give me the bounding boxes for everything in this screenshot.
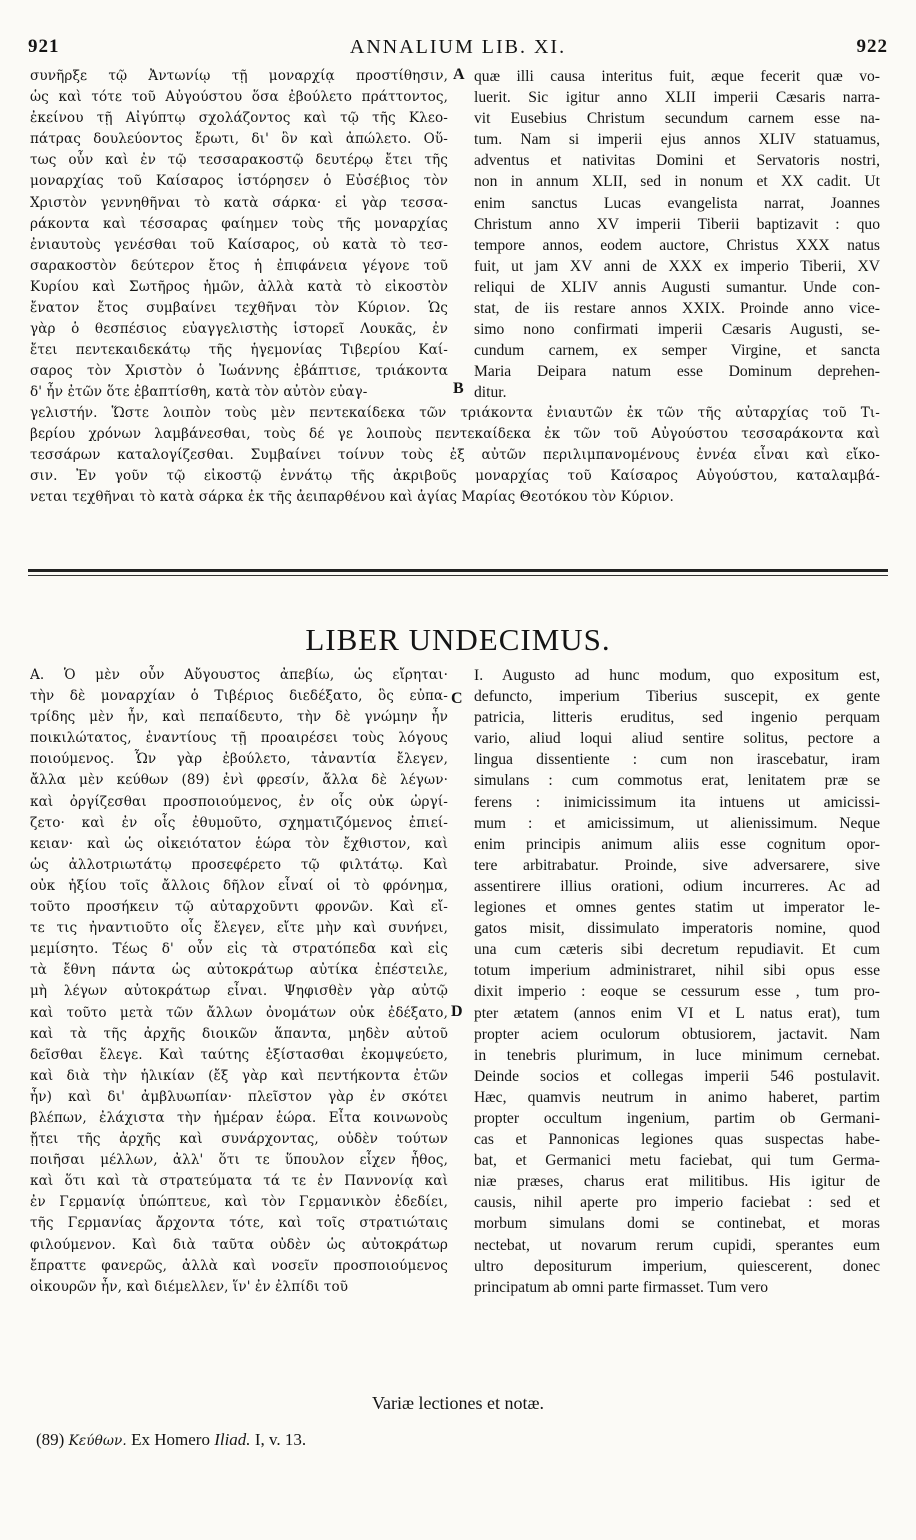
text-line: una cum cæteris sibi decretum repudiavit. Et cum — [474, 941, 880, 959]
text-line: bat, et Germanici metu faciebat, qui tum Germa- — [474, 1152, 880, 1170]
text-line: tere arbitrabatur. Proinde, sive adversarere, sive — [474, 856, 880, 874]
text-line: ἐκείνου τῇ Αἰγύπτῳ σχολάζοντος καὶ τῷ τῆς Κλεο- — [30, 110, 448, 127]
text-line: καὶ ὅτι καὶ τὰ στρατεύματα τά τε ἐν Παννονίᾳ καὶ — [30, 1173, 448, 1190]
text-line: mum : et amicissimum, ut alienissimum. Neque — [474, 814, 880, 832]
text-line: assentirere illius orationi, odium incurreres. Ac ad — [474, 877, 880, 895]
right-page-number: 922 — [856, 36, 888, 57]
text-line: luerit. Sic igitur anno XLII imperii Cæsaris narra- — [474, 89, 880, 107]
text-line: gatos misit, dissimulato imperatoris nomine, quod — [474, 920, 880, 938]
text-line: legiones et omnes gentes statim ut imperator le- — [474, 899, 880, 917]
text-line: ποικιλώτατος, ἐναντίους τῇ προαιρέσει τοὺς λόγους — [30, 730, 448, 747]
text-line: enim sanctus Lucas evangelista narrat, Joannes — [474, 194, 880, 212]
text-line: μὴ λέγων αὐτοκράτωρ εἶναι. Ψηφισθὲν γὰρ αὐτῷ — [30, 983, 448, 1000]
text-line: ζετο· καὶ ἐν οἷς ἐθυμοῦτο, σχηματιζόμενος ἐπιεί- — [30, 814, 448, 831]
running-title: ANNALIUM LIB. XI. — [349, 36, 567, 58]
text-line: defuncto, imperium Tiberius suscepit, ex gente — [474, 688, 880, 706]
running-header — [28, 36, 888, 62]
text-line: I. Augusto ad hunc modum, quo expositum est, — [474, 667, 880, 684]
text-line: μεμίσητο. Τέως δ' οὖν εἰς τὰ στρατόπεδα καὶ εἰς — [30, 941, 448, 958]
text-line: δ' ἦν ἐτῶν ὅτε ἐβαπτίσθη, κατὰ τὸν αὐτὸν εὐαγ- — [30, 384, 368, 401]
text-line: νεται τεχθῆναι τὸ κατὰ σάρκα ἐκ τῆς ἀειπαρθένου καὶ ἁγίας Μαρίας Θεοτόκου τὸν Κύριον. — [30, 489, 674, 506]
text-line: ferens : inimicissimum ita intuens ut amicissi- — [474, 793, 880, 811]
text-line: enim principis animum aliis esse cognitum opor- — [474, 835, 880, 853]
text-line: σιν. Ἐν γοῦν τῷ εἰκοστῷ ἐννάτῳ τῆς ἀκριβοῦς μοναρχίας τοῦ Καίσαρος Αὐγούστου, καταλαμβά- — [30, 468, 880, 485]
text-line: καὶ διὰ τὴν ἡλικίαν (ἔξ γὰρ καὶ πεντήκοντα ἐτῶν — [30, 1067, 448, 1084]
text-line: propter aciem oculorum obtusiorem, jactavit. Nam — [474, 1025, 880, 1043]
text-line: πάτρας δουλεύοντος ἔρωτι, δι' ὃν καὶ ἀπώλετο. Οὕ- — [30, 131, 448, 148]
text-line: non in annum XLII, sed in nonum et XX cadit. Ut — [474, 173, 880, 191]
book-title: LIBER UNDECIMUS. — [305, 622, 611, 657]
text-line: ὡς ἀλλοτριωτάτῳ προσεφέρετο τῷ φιλτάτῳ. Καὶ — [30, 856, 448, 873]
footnote-work: Iliad. — [214, 1430, 251, 1449]
text-line: Maria Deipara natum esse Dominum deprehen- — [474, 363, 880, 381]
text-line: ἄλλα μὲν κεύθων (89) ἐνὶ φρεσίν, ἄλλα δὲ λέγων· — [30, 772, 448, 789]
text-line: morbum simulans domi se continebat, et moras — [474, 1215, 880, 1233]
text-line: ἔπραττε φανερῶς, ἀλλὰ καὶ νοσεῖν προσποιούμενος — [30, 1257, 448, 1274]
latin-column-main — [474, 665, 880, 1298]
text-line: ἐν Γερμανίᾳ ὑπώπτευε, καὶ τὸν Γερμανικὸν ἐδεδίει, — [30, 1194, 448, 1211]
text-line: οὐκ ἠξίου τοῖς ἄλλοις δῆλον εἶναί οἱ τὸ φρόνημα, — [30, 877, 448, 894]
text-line: οἰκουρῶν ἦν, καὶ διέμελλεν, ἵν' ἐν ἐλπίδι τοῦ — [30, 1278, 349, 1295]
text-line: stat, de iis restare annos XXIX. Proinde anno vice- — [474, 300, 880, 318]
text-line: βερίου χρόνων λαμβάνεσθαι, τοὺς δέ γε λοιποὺς πεντεκαίδεκα ἐκ τῶν τοῦ Αὐγούστου τεσσαράκοντα καὶ — [30, 426, 880, 443]
text-line: ἔνατον ἔτος συμβαίνει τεχθῆναι τὸν Κύριον. Ὡς — [30, 300, 448, 317]
text-line: ditur. — [474, 384, 507, 402]
text-line: totum imperium administraret, nihil sibi opus esse — [474, 962, 880, 980]
greek-column-top — [30, 66, 448, 404]
text-line: ultro depositurum imperium, quiescerent, donec — [474, 1257, 880, 1275]
text-line: cas et Pannonicas legiones quas suspectas habe- — [474, 1131, 880, 1149]
text-line: τεσσάρων καταλογίζεσθαι. Συμβαίνει τοίνυν τοὺς ἐξ αὐτῶν περιλιμπανομένους ἐννέα εἶναι καὶ εἴκο- — [30, 447, 880, 464]
text-line: τρίδης μὲν ἦν, καὶ πεπαίδευτο, τὴν δὲ γνώμην ἦν — [30, 709, 448, 726]
text-line: ράκοντα καὶ τέσσαρας φαίημεν τοὺς τῆς μοναρχίας — [30, 215, 448, 232]
text-line: simo nono confirmati imperii Cæsaris Augusti, se- — [474, 321, 880, 339]
text-line: A. Ὁ μὲν οὖν Αὔγουστος ἀπεβίω, ὡς εἴρηται· — [30, 667, 448, 683]
text-line: ποιῆσαι μέλλων, ἀλλ' ὅτι τε ὕπουλον εἶχεν ἦθος, — [30, 1152, 448, 1169]
text-line: vit Eusebius Christum secundum carnem esse na- — [474, 110, 880, 128]
footnote-89 — [36, 1430, 306, 1450]
footnote-text: Ex Homero — [126, 1430, 215, 1449]
text-line: principatum ab omni parte firmasset. Tum vero — [474, 1278, 769, 1296]
text-line: lingua dissentiente : cum non irascebatur, iram — [474, 751, 880, 769]
text-line: dixit imperio : eoque se cessurum esse , tum pro- — [474, 983, 880, 1001]
section-divider-thin — [28, 575, 888, 576]
text-line: ᾔτει τῆς ἀρχῆς καὶ συνάρχοντας, οὐδὲν τούτων — [30, 1131, 448, 1148]
text-line: propter occultum ingenium, partim ob Germani- — [474, 1109, 880, 1127]
text-line: nectebat, ut novarum rerum cupidi, sperantes eum — [474, 1236, 880, 1254]
text-line: in tenebris plurimum, in luce minimum cernebat. — [474, 1046, 880, 1064]
text-line: simulans : cum commotus erat, lenitatem præ se — [474, 772, 880, 790]
footnote-ref: I, v. 13. — [250, 1430, 307, 1449]
text-line: Χριστὸν γεννηθῆναι τὸ κατὰ σάρκα· εἰ γὰρ τεσσα- — [30, 194, 448, 211]
text-line: ἦν) καὶ δι' ἀμβλυωπίαν· πλεῖστον γὰρ ἐν σκότει — [30, 1088, 448, 1105]
text-line: niæ præses, charus erat militibus. His igitur de — [474, 1173, 880, 1191]
text-line: μοναρχίας τοῦ Καίσαρος ἱστόρησεν ὁ Εὐσέβιος τὸν — [30, 173, 448, 190]
text-line: pter ætatem (annos enim VI et L natus erat), tum — [474, 1004, 880, 1022]
text-line: κειαν· καὶ ὡς οἰκειότατον ἑώρα τὸν ἔχθιστον, καὶ — [30, 835, 448, 852]
text-line: φιλούμενον. Καὶ διὰ ταῦτα οὐδὲν ὡς αὐτοκράτωρ — [30, 1236, 448, 1253]
greek-column-main — [30, 665, 448, 1298]
text-line: Christum anno XV imperii Tiberii baptizavit : quo — [474, 215, 880, 233]
text-line: ὡς καὶ τότε τοῦ Αὐγούστου ὅσα ἐβούλετο πράττοντος, — [30, 89, 448, 106]
text-line: δεῖσθαι ἔλεγε. Καὶ ταύτης ἐξίστασθαι ἐκομψεύετο, — [30, 1046, 448, 1063]
footnote-number: (89) — [36, 1430, 65, 1449]
text-line: καὶ ὀργίζεσθαι προσποιούμενος, ἐν οἷς οὐκ ὠργί- — [30, 793, 448, 810]
text-line: cundum carnem, ex semper Virgine, et sancta — [474, 342, 880, 360]
text-line: ἐνιαυτοὺς γενέσθαι τοῦ Καίσαρος, οὐ κατὰ τὸ τεσ- — [30, 236, 448, 253]
notes-heading: Variæ lectiones et notæ. — [372, 1393, 544, 1413]
text-line: patricia, litteris eruditus, sed ingenio perquam — [474, 709, 880, 727]
text-line: τὰ ἔθνη πάντα ὡς αὐτοκράτωρ αὐτίκα ἐπέστειλε, — [30, 962, 448, 979]
text-line: reliqui de XLIV annis Augusti sumantur. Unde con- — [474, 278, 880, 296]
text-line: τε τις ἠναντιοῦτο οἷς ἔλεγεν, εἴτε μὴν καὶ συνήνει, — [30, 920, 448, 937]
margin-marker-c: C — [451, 690, 463, 707]
margin-marker-a: A — [453, 66, 465, 83]
text-line: Hæc, quamvis neutrum in animo haberet, partim — [474, 1088, 880, 1106]
latin-column-top — [474, 66, 880, 404]
text-line: ἔτει πεντεκαιδεκάτῳ τῆς ἡγεμονίας Τιβερίου Καί- — [30, 342, 448, 359]
text-line: ποιούμενος. Ὧν γὰρ ἐβούλετο, τἀναντία ἔλεγεν, — [30, 751, 448, 768]
section-divider — [28, 569, 888, 572]
text-line: fuit, ut jam XV anni de XXX ex imperio Tiberii, XV — [474, 257, 880, 275]
text-line: γελιστήν. Ὥστε λοιπὸν τοὺς μὲν πεντεκαίδεκα τῶν τριάκοντα ἐνιαυτῶν ἐκ τῶν τῆς αὐταρχίας τοῦ Τι- — [30, 405, 880, 421]
text-line: τὴν δὲ μοναρχίαν ὁ Τιβέριος διεδέξατο, ὃς εὐπα- — [30, 688, 448, 705]
text-line: causis, nihil aperte pro imperio faciebat : sed et — [474, 1194, 880, 1212]
margin-marker-d: D — [451, 1003, 463, 1020]
text-line: vario, aliud loqui aliud sentire solitus, pectore a — [474, 730, 880, 748]
greek-wide-block — [30, 403, 880, 508]
text-line: σαρακοστὸν δεύτερον ἔτος ἡ ἐπιφάνεια γέγονε τοῦ — [30, 257, 448, 274]
text-line: quæ illi causa interitus fuit, æque fecerit quæ vo- — [474, 68, 880, 85]
text-line: σαρος τὸν Χριστὸν ὁ Ἰωάννης ἐβάπτισε, τριάκοντα — [30, 363, 448, 380]
text-line: adventus et nativitas Domini et Servatoris nostri, — [474, 152, 880, 170]
text-line: τοῦτο προσήκειν τῷ αὐταρχοῦντι φρονῶν. Καὶ εἴ- — [30, 899, 448, 916]
text-line: tum. Nam si imperii ejus annos XLIV statuamus, — [474, 131, 880, 149]
text-line: Κυρίου καὶ Σωτῆρος ἡμῶν, ἀλλὰ κατὰ τὸ εἰκοστὸν — [30, 278, 448, 295]
text-line: καὶ τὰ τῆς ἀρχῆς διοικῶν ἅπαντα, μηδὲν αὐτοῦ — [30, 1025, 448, 1042]
text-line: Deinde socios et collegas imperii 546 postulavit. — [474, 1067, 880, 1085]
margin-marker-b: B — [453, 380, 464, 397]
text-line: συνῆρξε τῷ Ἀντωνίῳ τῇ μοναρχίᾳ προστίθησιν, — [30, 68, 448, 84]
text-line: τῆς Γερμανίας ἄρχοντα τότε, καὶ τοῖς στρατιώταις — [30, 1215, 448, 1232]
text-line: τως οὖν καὶ ἐν τῷ τεσσαρακοστῷ δευτέρῳ ἔτει τῆς — [30, 152, 448, 169]
text-line: βλέπων, ἐλάχιστα τὴν ἡμέραν ἑώρα. Εἶτα κοινωνοὺς — [30, 1109, 448, 1126]
text-line: γὰρ ὁ θεσπέσιος εὐαγγελιστὴς ἱστορεῖ Λουκᾶς, ἐν — [30, 321, 448, 338]
text-line: καὶ τοῦτο μετὰ τῶν ἄλλων ὀνομάτων οὐκ ἐδέξατο, — [30, 1004, 448, 1021]
left-page-number: 921 — [28, 36, 60, 57]
footnote-lemma: Κεύθων. — [68, 1433, 127, 1449]
text-line: tempore annos, eodem auctore, Christus XXX natus — [474, 236, 880, 254]
